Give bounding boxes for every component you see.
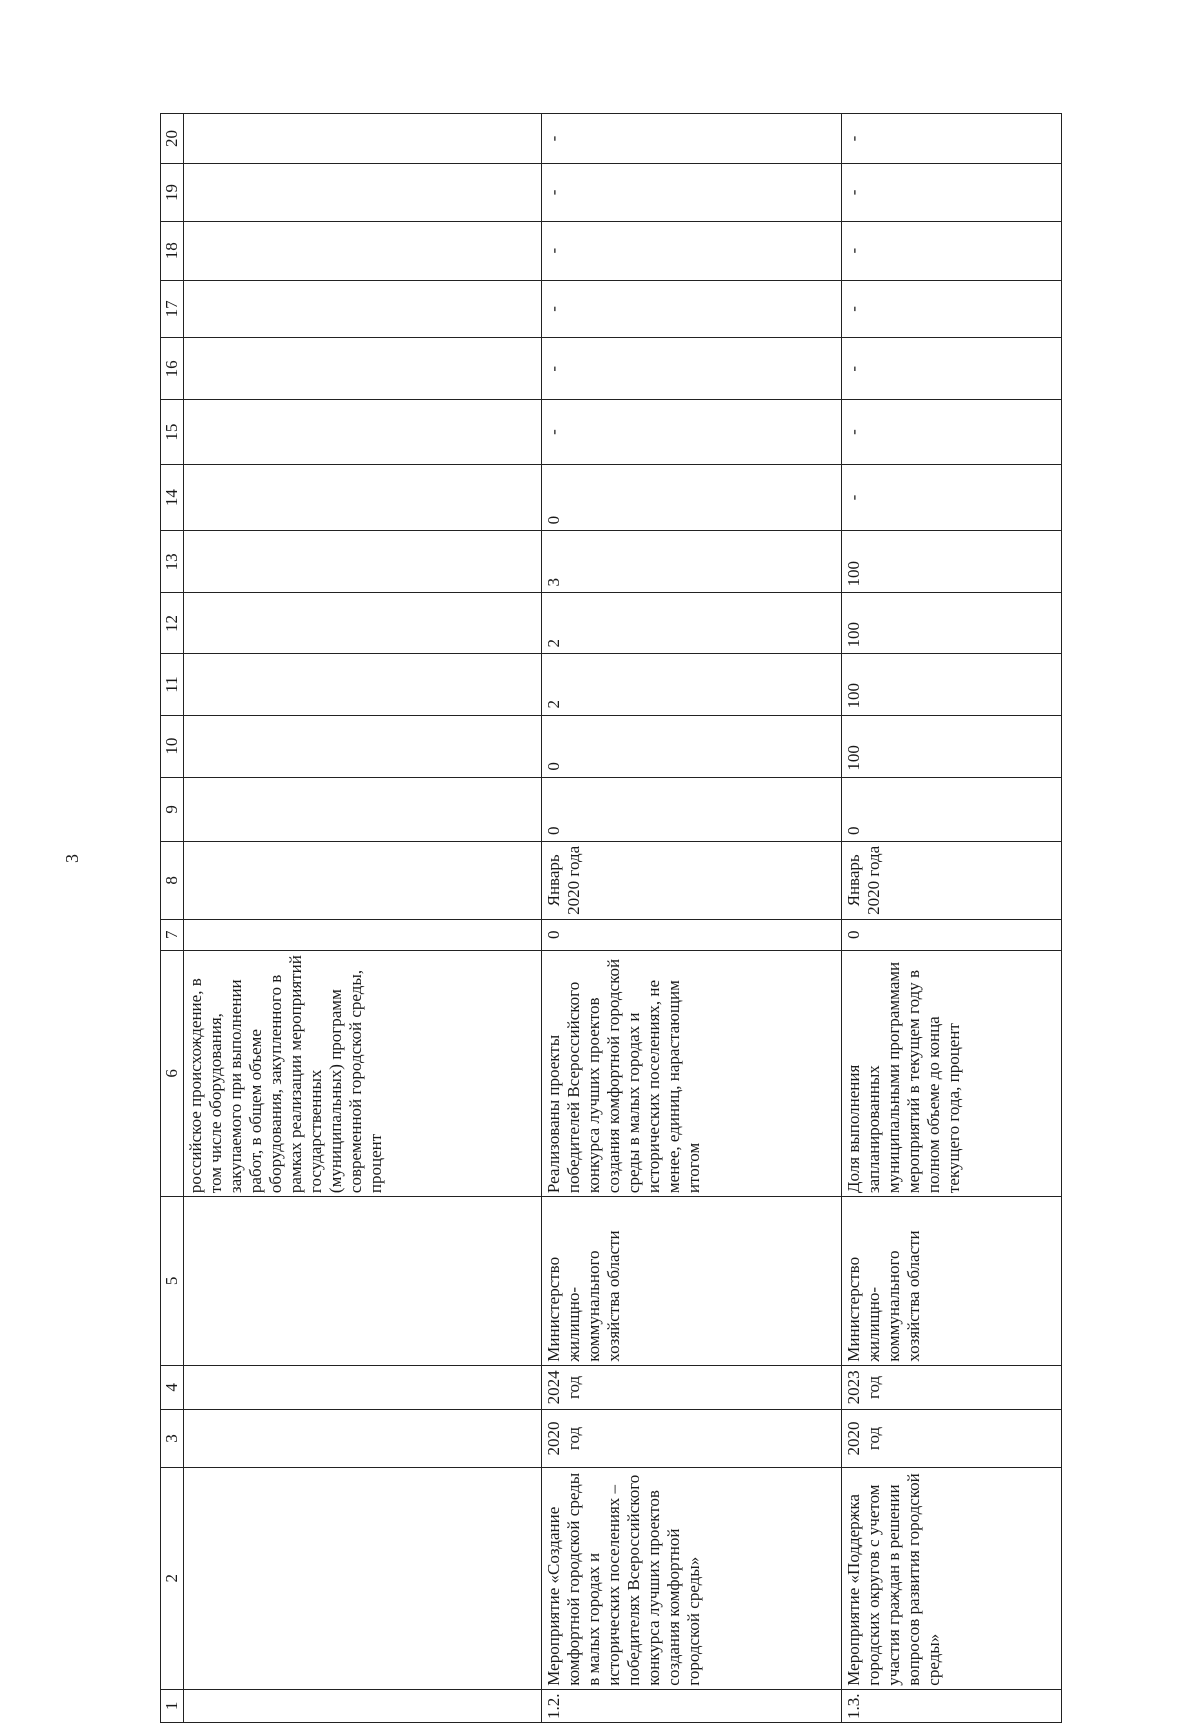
- table-cell: 2023 год: [842, 1365, 1062, 1409]
- table-cell: [184, 221, 542, 280]
- table-cell: Мероприятие «Создание комфортной городской среды в малых городах и исторических поселениях – победителях Всероссийского конкурса лучших проектов создания комфортной городской среды»: [542, 1467, 842, 1689]
- table-cell: российское происхождение, в том числе оборудования, закупаемого при выполнении работ, в общем объеме оборудования, закупленного в рамках реализации мероприятий государственных (муниципальных) программ современной городской среды, процент: [184, 950, 542, 1196]
- table-cell: Доля выполнения запланированных муниципальными программами мероприятий в текущем году в полном объеме до конца текущего года, процент: [842, 950, 1062, 1196]
- indicators-table: [160, 113, 1062, 1723]
- table-cell: 2024 год: [542, 1365, 842, 1409]
- column-header: 16: [161, 338, 184, 400]
- table-cell: -: [842, 280, 1062, 338]
- table-cell: [184, 1410, 542, 1468]
- table-cell: 0: [542, 777, 842, 841]
- table-cell: Январь 2020 года: [542, 842, 842, 920]
- table-cell: 2020 год: [842, 1410, 1062, 1468]
- table-cell: -: [542, 280, 842, 338]
- table-cell: 2020 год: [542, 1410, 842, 1468]
- table-cell: -: [842, 400, 1062, 464]
- page-number: 3: [62, 854, 82, 863]
- table-cell: 100: [842, 715, 1062, 777]
- table-cell: -: [842, 114, 1062, 164]
- table-cell: [184, 1365, 542, 1409]
- table-cell: 2: [542, 593, 842, 654]
- table-cell: -: [842, 164, 1062, 222]
- table-cell: -: [842, 338, 1062, 400]
- column-header: 12: [161, 593, 184, 654]
- column-header: 8: [161, 842, 184, 920]
- column-header: 7: [161, 919, 184, 950]
- table-cell: -: [842, 221, 1062, 280]
- table-cell: 100: [842, 531, 1062, 593]
- table-cell: 100: [842, 593, 1062, 654]
- rotated-page-content: [160, 103, 1120, 1723]
- table-row: [542, 114, 842, 1723]
- table-cell: -: [542, 221, 842, 280]
- table-cell: [184, 531, 542, 593]
- column-header: 6: [161, 950, 184, 1196]
- table-cell: [184, 1467, 542, 1689]
- column-header: 13: [161, 531, 184, 593]
- column-header: 10: [161, 715, 184, 777]
- table-cell: [184, 654, 542, 715]
- table-cell: [184, 464, 542, 531]
- table-cell: Министерство жилищно-коммунального хозяйства области: [542, 1197, 842, 1366]
- column-number-row: [161, 114, 184, 1723]
- column-header: 18: [161, 221, 184, 280]
- table-row: [842, 114, 1062, 1723]
- column-header: 4: [161, 1365, 184, 1409]
- table-cell: 0: [542, 464, 842, 531]
- table-row: [184, 114, 542, 1723]
- table-cell: -: [542, 338, 842, 400]
- table-cell: [184, 114, 542, 164]
- table-cell: [184, 280, 542, 338]
- table-cell: [184, 338, 542, 400]
- table-cell: Мероприятие «Поддержка городских округов с учетом участия граждан в решении вопросов развития городской среды»: [842, 1467, 1062, 1689]
- column-header: 17: [161, 280, 184, 338]
- table-cell: -: [542, 400, 842, 464]
- table-cell: -: [842, 464, 1062, 531]
- table-cell: [184, 164, 542, 222]
- table-cell: [184, 593, 542, 654]
- table-cell: 0: [842, 777, 1062, 841]
- table-cell: Министерство жилищно-коммунального хозяйства области: [842, 1197, 1062, 1366]
- table-cell: 0: [542, 715, 842, 777]
- table-cell: [184, 1689, 542, 1722]
- table-cell: [184, 1197, 542, 1366]
- table-cell: Реализованы проекты победителей Всероссийского конкурса лучших проектов создания комфортной городской среды в малых городах и исторических поселениях, не менее, единиц, нарастающим итогом: [542, 950, 842, 1196]
- column-header: 1: [161, 1689, 184, 1722]
- column-header: 14: [161, 464, 184, 531]
- column-header: 3: [161, 1410, 184, 1468]
- column-header: 9: [161, 777, 184, 841]
- table-cell: [184, 715, 542, 777]
- table-cell: -: [542, 164, 842, 222]
- table-cell: 1.2.: [542, 1689, 842, 1722]
- column-header: 11: [161, 654, 184, 715]
- landscape-table-wrapper: [160, 103, 1120, 1723]
- column-header: 2: [161, 1467, 184, 1689]
- table-cell: 1.3.: [842, 1689, 1062, 1722]
- table-cell: Январь 2020 года: [842, 842, 1062, 920]
- table-cell: 2: [542, 654, 842, 715]
- table-cell: [184, 919, 542, 950]
- column-header: 5: [161, 1197, 184, 1366]
- table-cell: 3: [542, 531, 842, 593]
- column-header: 20: [161, 114, 184, 164]
- table-cell: -: [542, 114, 842, 164]
- table-cell: [184, 842, 542, 920]
- table-cell: 0: [542, 919, 842, 950]
- column-header: 15: [161, 400, 184, 464]
- table-cell: 100: [842, 654, 1062, 715]
- column-header: 19: [161, 164, 184, 222]
- table-cell: [184, 777, 542, 841]
- table-cell: 0: [842, 919, 1062, 950]
- table-cell: [184, 400, 542, 464]
